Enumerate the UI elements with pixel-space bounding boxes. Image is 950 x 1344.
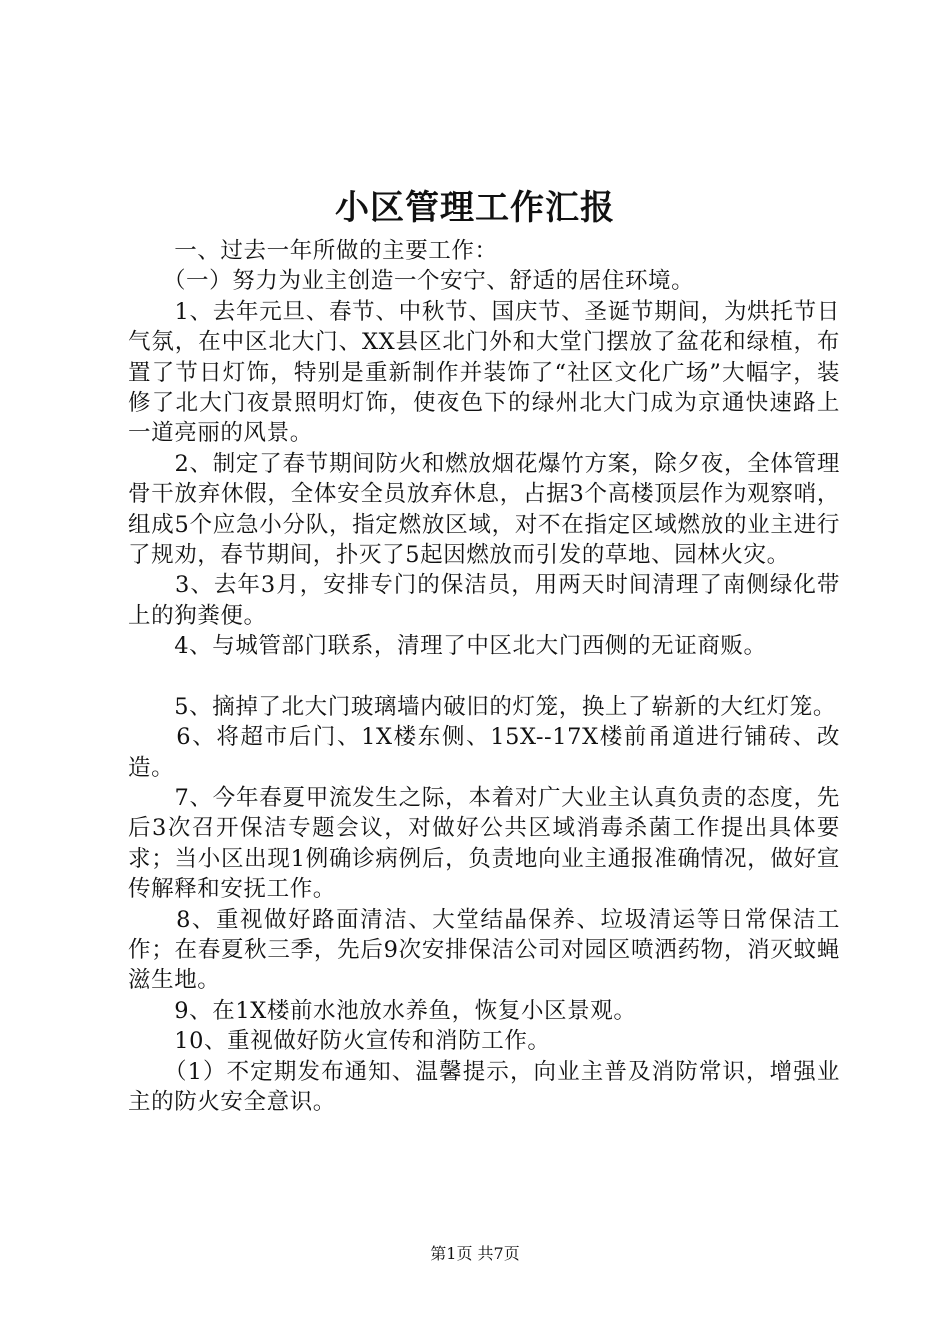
subsection-heading: （一）努力为业主创造一个安宁、舒适的居住环境。 [128, 268, 695, 295]
document-body [128, 236, 840, 1117]
paragraph-item-6: 6、将超市后门、1X楼东侧、15X--17X楼前甬道进行铺砖、改造。 [128, 724, 840, 781]
paragraph-item-1: 1、去年元旦、春节、中秋节、国庆节、圣诞节期间，为烘托节日气氛，在中区北大门、XX县区北门外和大堂门摆放了盆花和绿植，布置了节日灯饰，特别是重新制作并装饰了“社区文化广场”大幅字，装修了北大门夜景照明灯饰，使夜色下的绿州北大门成为京通快速路上一道亮丽的风景。 [128, 298, 840, 447]
paragraph-subitem-1: （1）不定期发布通知、温馨提示，向业主普及消防常识，增强业主的防火安全意识。 [128, 1058, 840, 1115]
blank-line [128, 662, 840, 692]
paragraph-item-5: 5、摘掉了北大门玻璃墙内破旧的灯笼，换上了崭新的大红灯笼。 [128, 693, 836, 720]
paragraph-item-8: 8、重视做好路面清洁、大堂结晶保养、垃圾清运等日常保洁工作；在春夏秋三季，先后9次安排保洁公司对园区喷洒药物，消灭蚊蝇滋生地。 [128, 906, 840, 994]
paragraph-item-9: 9、在1X楼前水池放水养鱼，恢复小区景观。 [128, 997, 637, 1024]
paragraph-item-10: 10、重视做好防火宣传和消防工作。 [128, 1028, 551, 1055]
page-footer: 第1页 共7页 [430, 1244, 520, 1263]
paragraph-item-3: 3、去年3月，安排专门的保洁员，用两天时间清理了南侧绿化带上的狗粪便。 [128, 572, 840, 629]
section-heading: 一、过去一年所做的主要工作： [128, 238, 498, 264]
paragraph-item-4: 4、与城管部门联系，清理了中区北大门西侧的无证商贩。 [128, 633, 767, 660]
paragraph-item-7: 7、今年春夏甲流发生之际，本着对广大业主认真负责的态度，先后3次召开保洁专题会议，对做好公共区域消毒杀菌工作提出具体要求；当小区出现1例确诊病例后，负责地向业主通报准确情况，做好宣传解释和安抚工作。 [128, 784, 840, 903]
paragraph-item-2: 2、制定了春节期间防火和燃放烟花爆竹方案，除夕夜，全体管理骨干放弃休假，全体安全员放弃休息，占据3个高楼顶层作为观察哨，组成5个应急小分队，指定燃放区域，对不在指定区域燃放的业主进行了规劝，春节期间，扑灭了5起因燃放而引发的草地、园林火灾。 [128, 450, 840, 569]
document-title: 小区管理工作汇报 [335, 188, 615, 228]
